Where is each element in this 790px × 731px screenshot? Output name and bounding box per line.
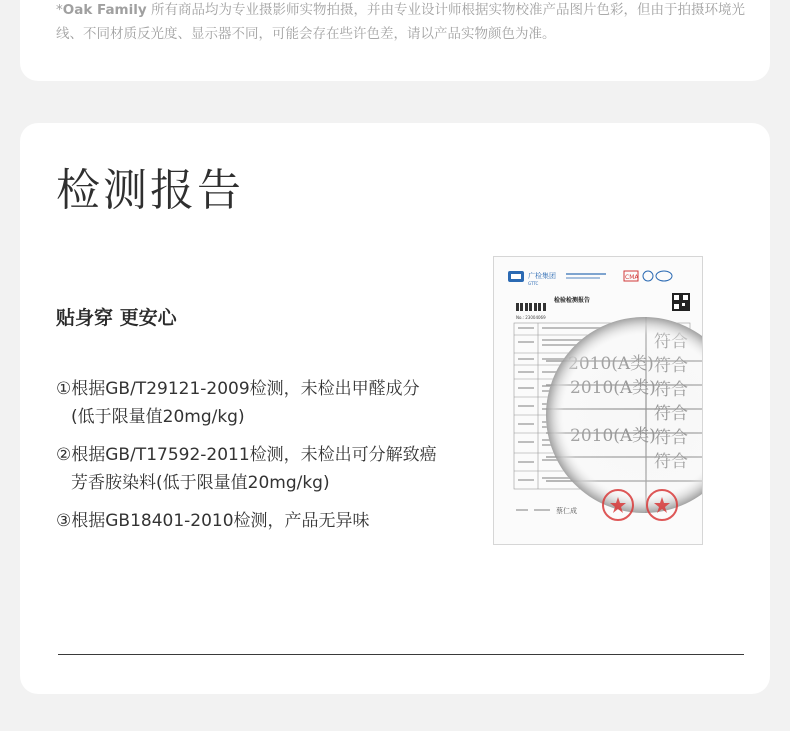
report-doc-title: 检验检测报告 — [554, 297, 591, 304]
test-report-image — [493, 256, 703, 545]
cma-label: CMA — [625, 274, 639, 281]
test-report-card — [20, 123, 770, 694]
test-item — [56, 441, 456, 497]
qr-code-icon — [672, 293, 690, 311]
report-document-graphic — [494, 257, 702, 544]
disclaimer-body: 所有商品均为专业摄影师实物拍摄，并由专业设计师根据实物校准产品图片色彩，但由于拍摄环境光线、不同材质反光度、显示器不同，可能会存在些许色差，请以产品实物颜色为准。 — [56, 2, 745, 42]
report-number: No.: 23004069 — [516, 315, 546, 320]
test-item-line2: 芳香胺染料(低于限量值20mg/kg) — [71, 473, 330, 493]
test-item — [56, 507, 456, 535]
report-org-en: GTTC — [528, 281, 539, 286]
test-item-line1: ①根据GB/T29121-2009检测，未检出甲醛成分 — [56, 379, 420, 399]
test-item-list — [56, 375, 456, 545]
disclaimer-prefix: * — [56, 2, 63, 18]
section-title: 检测报告 — [56, 165, 244, 216]
test-item-line1: ③根据GB18401-2010检测，产品无异味 — [56, 511, 370, 531]
section-divider — [58, 654, 744, 655]
report-org-name: 广检集团 — [528, 272, 556, 280]
signature: 蔡仁成 — [556, 507, 577, 515]
barcode-icon — [516, 303, 546, 311]
test-item — [56, 375, 456, 431]
disclaimer-card — [20, 0, 770, 81]
section-subtitle: 贴身穿 更安心 — [56, 307, 177, 329]
disclaimer-text — [56, 0, 746, 46]
gttc-logo-icon — [508, 271, 524, 282]
brand-name: Oak Family — [62, 2, 147, 18]
test-item-line1: ②根据GB/T17592-2011检测，未检出可分解致癌 — [56, 445, 437, 465]
test-item-line2: (低于限量值20mg/kg) — [71, 407, 245, 427]
